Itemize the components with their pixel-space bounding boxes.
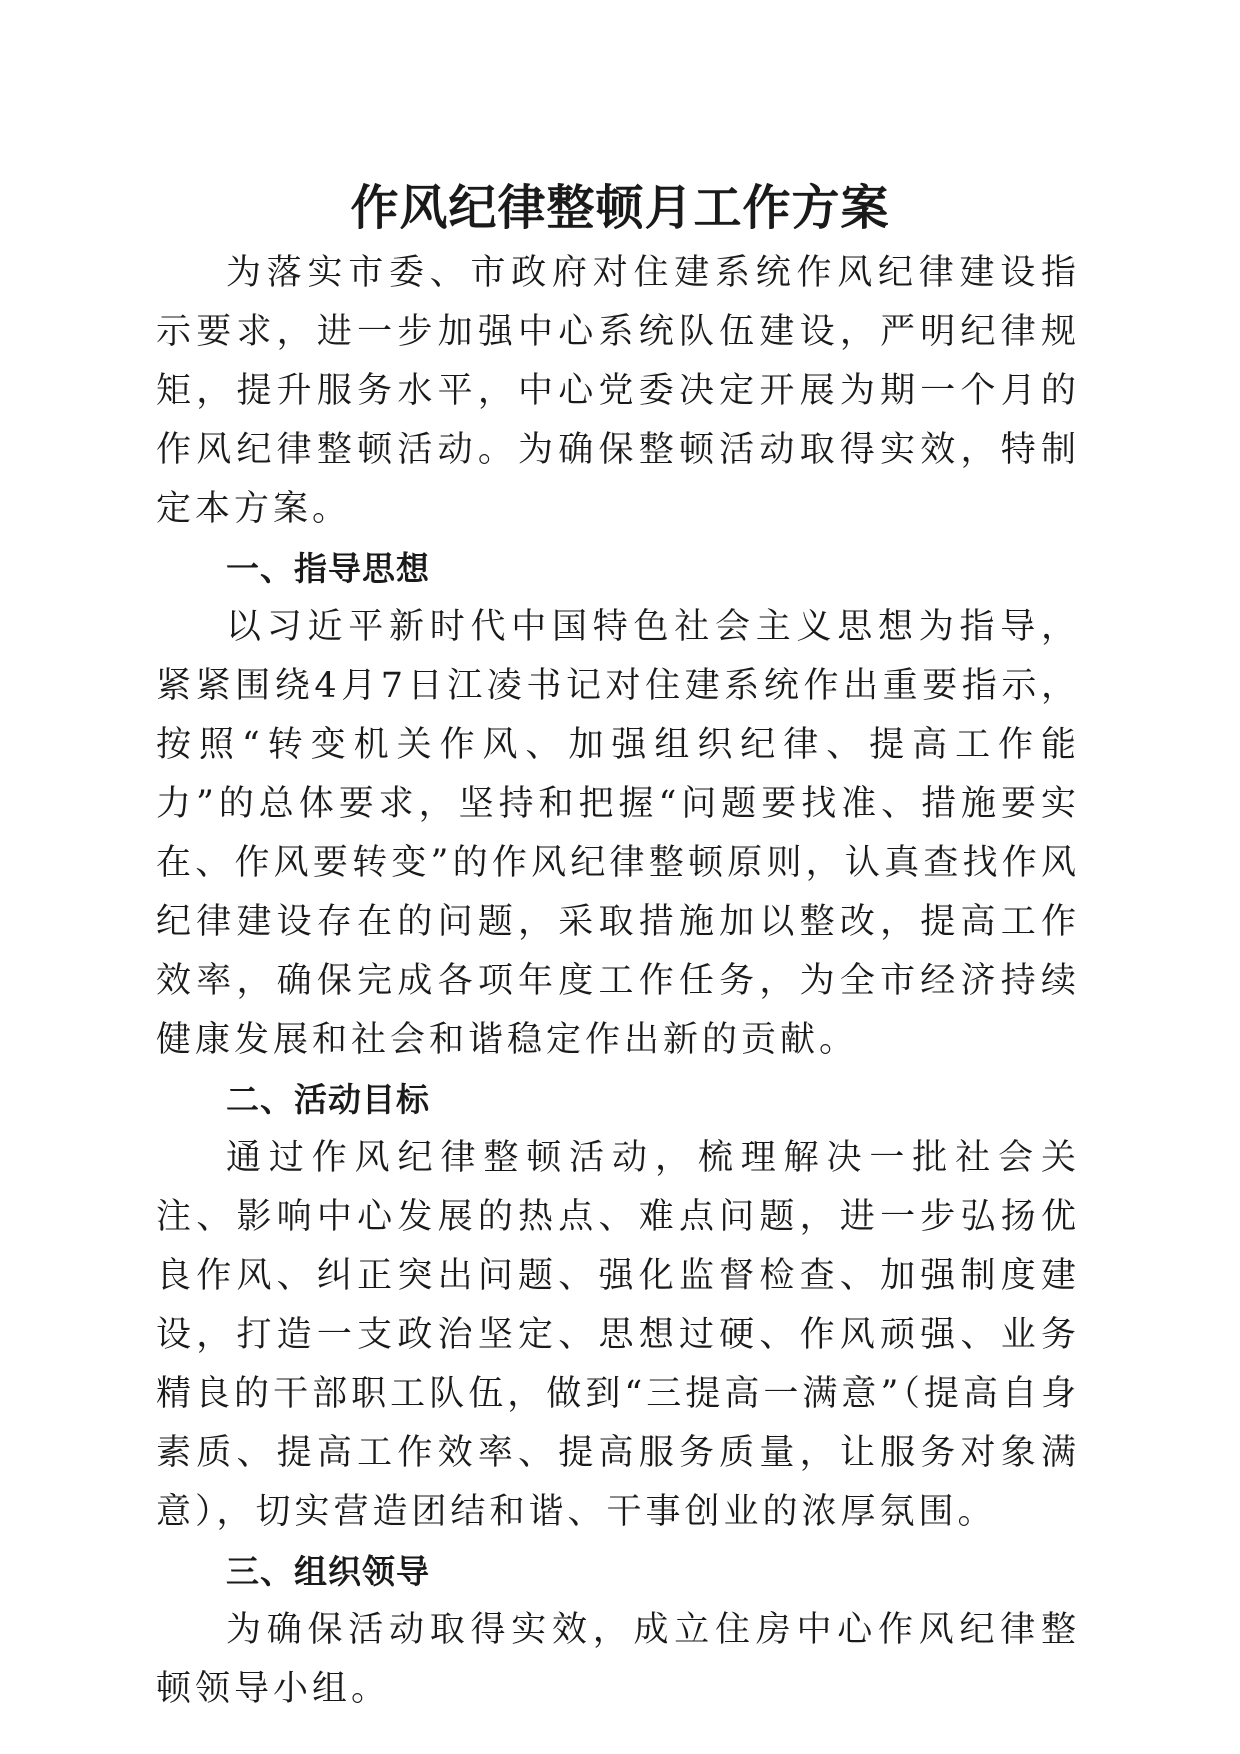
section-heading-guiding-thought: 一、指导思想 [226,549,430,588]
document-title: 作风纪律整顿月工作方案 [350,180,890,236]
intro-paragraph: 为落实市委、市政府对住建系统作风纪律建设指示要求，进一步加强中心系统队伍建设，严明纪律规矩，提升服务水平，中心党委决定开展为期一个月的作风纪律整顿活动。为确保整顿活动取得实效，特制定本方案。 [156,253,1080,529]
section-heading-activity-goals: 二、活动目标 [226,1080,430,1119]
section-paragraph-guiding-thought: 以习近平新时代中国特色社会主义思想为指导，紧紧围绕4月7日江凌书记对住建系统作出重要指示，按照“转变机关作风、加强组织纪律、提高工作能力”的总体要求，坚持和把握“问题要找准、措施要实在、作风要转变”的作风纪律整顿原则，认真查找作风纪律建设存在的问题，采取措施加以整改，提高工作效率，确保完成各项年度工作任务，为全市经济持续健康发展和社会和谐稳定作出新的贡献。 [156,607,1080,1060]
section-paragraph-organization: 为确保活动取得实效，成立住房中心作风纪律整顿领导小组。 [156,1610,1080,1709]
document-body [156,244,1080,1719]
section-heading-organization: 三、组织领导 [226,1552,430,1591]
section-paragraph-activity-goals: 通过作风纪律整顿活动，梳理解决一批社会关注、影响中心发展的热点、难点问题，进一步弘扬优良作风、纠正突出问题、强化监督检查、加强制度建设，打造一支政治坚定、思想过硬、作风顽强、业务精良的干部职工队伍，做到“三提高一满意”（提高自身素质、提高工作效率、提高服务质量，让服务对象满意），切实营造团结和谐、干事创业的浓厚氛围。 [156,1138,1080,1532]
